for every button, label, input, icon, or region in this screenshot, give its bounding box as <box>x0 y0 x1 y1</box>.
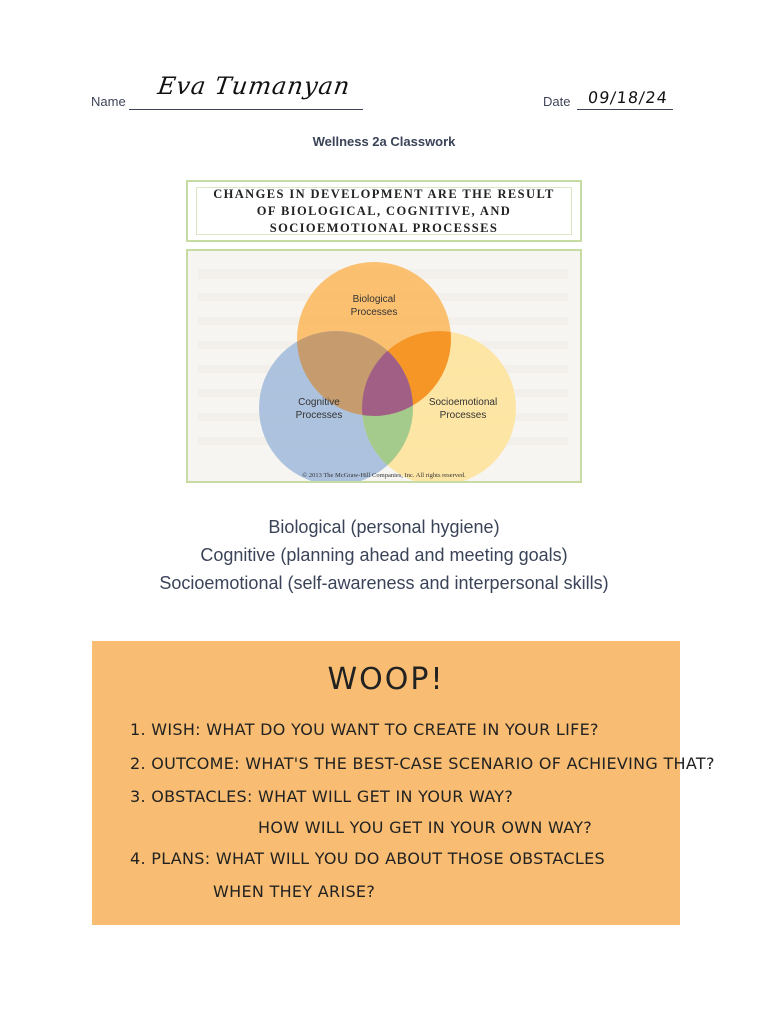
date-label: Date <box>543 94 571 109</box>
socioemotional-label-1: Socioemotional <box>428 397 498 408</box>
biological-label-2: Processes <box>350 307 398 318</box>
date-underline <box>577 109 673 110</box>
description-biological: Biological (personal hygiene) <box>268 517 500 537</box>
cognitive-label-1: Cognitive <box>298 397 340 408</box>
woop-title: WOOP! <box>327 662 445 697</box>
venn-diagram <box>188 251 580 481</box>
woop-wish: 1. WISH: WHAT DO YOU WANT TO CREATE IN YOUR LIFE? <box>130 720 599 739</box>
figure-title-line: SOCIOEMOTIONAL PROCESSES <box>269 220 499 235</box>
name-label: Name <box>91 94 126 109</box>
name-signature: Eva Tumanyan <box>156 72 353 100</box>
description-socioemotional: Socioemotional (self-awareness and interpersonal skills) <box>159 573 609 593</box>
figure-title-line: CHANGES IN DEVELOPMENT ARE THE RESULT <box>213 186 555 201</box>
figure-title-box <box>186 180 582 242</box>
copyright-notice: © 2013 The McGraw-Hill Companies, Inc. All rights reserved. <box>302 472 466 479</box>
figure-title-line: OF BIOLOGICAL, COGNITIVE, AND <box>256 203 512 218</box>
woop-obstacles: 3. OBSTACLES: WHAT WILL GET IN YOUR WAY? <box>130 787 514 806</box>
socioemotional-label-2: Processes <box>439 410 487 421</box>
woop-plans-continued: WHEN THEY ARISE? <box>213 882 376 901</box>
document-title: Wellness 2a Classwork <box>312 134 456 149</box>
name-underline <box>129 109 363 110</box>
figure-title <box>196 187 572 235</box>
woop-plans: 4. PLANS: WHAT WILL YOU DO ABOUT THOSE OBSTACLES <box>130 849 605 868</box>
description-cognitive: Cognitive (planning ahead and meeting goals) <box>200 545 568 565</box>
woop-outcome: 2. OUTCOME: WHAT'S THE BEST-CASE SCENARIO OF ACHIEVING THAT? <box>130 754 715 773</box>
woop-obstacles-continued: HOW WILL YOU GET IN YOUR OWN WAY? <box>258 818 593 837</box>
cognitive-label-2: Processes <box>295 410 343 421</box>
date-value: 09/18/24 <box>587 88 669 107</box>
venn-diagram-box <box>186 249 582 483</box>
biological-label-1: Biological <box>352 294 396 305</box>
